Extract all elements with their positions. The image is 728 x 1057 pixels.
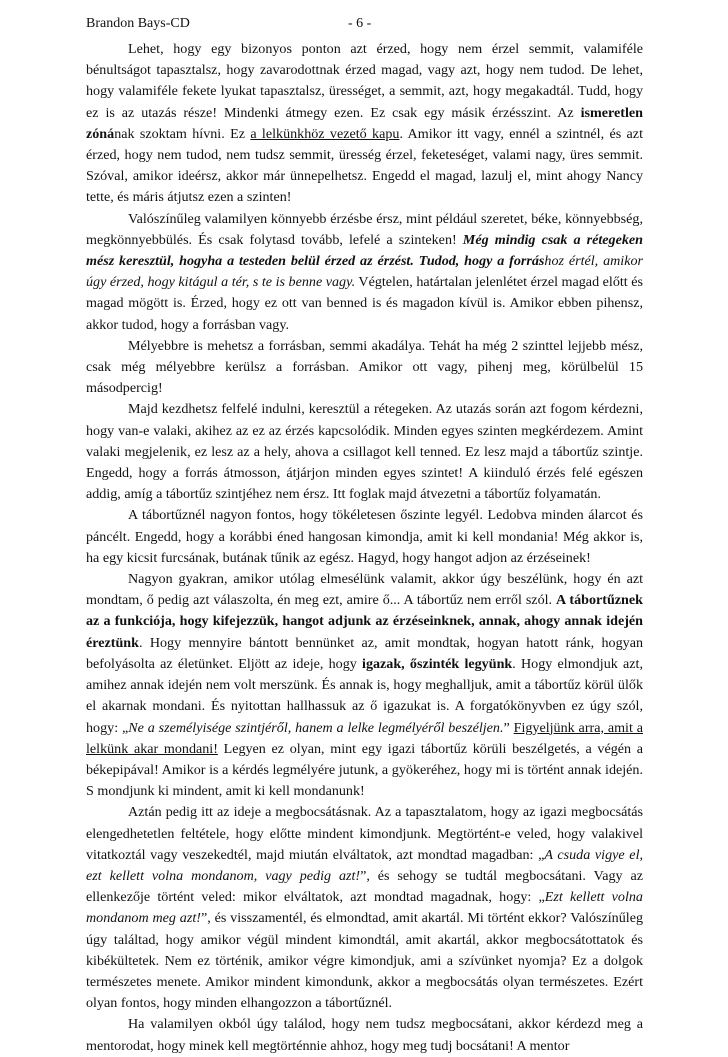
paragraph — [86, 336, 643, 400]
text-run: ”, és sehogy se tudtál megbocsátani. Vagy az ellenkezője történt veled: mikor elváltatok, azt mondtad magadnak, hogy: „ — [86, 867, 643, 906]
text-run: A tábortűznél nagyon fontos, hogy tökéletesen őszinte legyél. Ledobva minden álarcot és páncélt. Engedd, hogy a korábbi éned hangosan kimondja, amit ki kell mondania! Még akkor is, ha egy kicsit furcsának, butának tűnik az egész. Hagyd, hogy hangot adjon az érzéseinek! — [86, 507, 643, 566]
text-run: Végtelen, határtalan jelenlétet érzel magad előtt és magad mögött is. Érzed, hogy ez ott van benned is és magadon kívül is. Amikor ebben pihensz, akkor tudod, hogy a forrásban vagy. — [86, 274, 643, 333]
text-run: ”, és visszamentél, és elmondtad, amit akartál. Mi történt ekkor? Valószínűleg úgy találtad, hogy amikor végül mindent kimondtál, amit akartál, akkor megbocsátottatok és kibékültetek. Nem ez történik, amikor végre kimondjuk, ami a szívünket nyomja? Ez a dolgok természetes menete. Amikor mindent kimondunk, akkor a megbocsátás olyan természetes. Ezért olyan fontos, hogy minden elhangozzon a tábortűznél. — [86, 910, 643, 1012]
text-run: a lelkünkhöz vezető kapu — [250, 125, 400, 142]
text-run: Ha valamilyen okból úgy találod, hogy nem tudsz megbocsátani, akkor kérdezd meg a mentorodat, hogy minek kell megtörténnie ahhoz, hogy meg tudj bocsátani! A mentor — [86, 1016, 643, 1054]
text-run: Figyeljünk arra, amit a lelkünk akar mondani! — [86, 719, 643, 757]
page-header — [86, 16, 643, 38]
paragraph — [86, 802, 643, 1014]
text-run: Lehet, hogy egy bizonyos ponton azt érzed, hogy nem érzel semmit, valamiféle bénultságot tapasztalsz, hogy zavarodottnak érzed magad, vagy azt, hogy nem tudod. De lehet, hogy valamiféle fekete lyukat tapasztalsz, ürességet, a semmit, azt, hogy megakadtál. Tudd, hogy ez is az utazás része! Mindenki átmegy ezen. Ez csak egy másik érzésszint. Az — [86, 41, 643, 121]
header-author-title: Brandon Bays-CD — [86, 16, 190, 31]
paragraph — [86, 399, 643, 505]
paragraph — [86, 569, 643, 802]
text-run: ismeretlen zóná — [86, 104, 643, 142]
document-page — [86, 16, 643, 1057]
paragraph — [86, 39, 643, 209]
page-number: - 6 - — [348, 16, 372, 31]
text-run: Még mindig csak a rétegeken mész keresztül, hogyha a testeden belül érzed az érzést. Tudod, hogy a forrás — [86, 231, 644, 270]
text-run: Majd kezdhetsz felfelé indulni, keresztül a rétegeken. Az utazás során azt fogom kérdezni, hogy van-e valaki, akihez az ez az érzés kapcsolódik. Minden egyes szinten megkérdezem. Amint valaki megjelenik, ez lesz az a hely, ahova a csillagot kell tenned. Ez lesz majd a tábortűz szintje. Engedd, hogy a forrás átmosson, átjárjon minden egyes szintet! A kiinduló érzés felé egészen addig, amíg a tábortűz szintjéhez nem érsz. Itt foglak majd átvezetni a tábortűz folyamatán. — [86, 401, 643, 503]
text-run: Mélyebbre is mehetsz a forrásban, semmi akadálya. Tehát ha még 2 szinttel lejjebb mész, csak még mélyebbre kerülsz a forrásban. Amikor ott vagy, pihenj meg, körülbelül 15 másodpercig! — [86, 337, 643, 397]
text-run: Ne a személyisége szintjéről, hanem a lelke legmélyéről beszéljen. — [128, 719, 504, 736]
document-body — [86, 39, 643, 1057]
text-run: igazak, őszinték legyünk — [362, 655, 513, 672]
text-run: . Hogy elmondjuk azt, amihez annak idején nem volt merszünk. És annak is, hogy meghalljuk, amit a tábortűz körül ülők el akarnak mondani. És nyitottan hallhassuk az ő igazukat is. A forgatókönyvben ez úgy szól, hogy: „ — [86, 655, 643, 736]
text-run: hoz értél, amikor úgy érzed, hogy kitágul a tér, s te is benne vagy. — [86, 253, 643, 291]
text-run: . Hogy mennyire bántott bennünket az, amit mondtak, hogyan hatott ránk, hogyan befolyásolta az életünket. Eljött az ideje, hogy — [86, 634, 643, 672]
text-run: nak szoktam hívni. Ez — [114, 125, 251, 142]
paragraph — [86, 209, 643, 336]
text-run: Legyen ez olyan, mint egy igazi tábortűz körüli beszélgetés, a végén a békepipával! Amikor is a kérdés legmélyére jutunk, a gyökeréhez, hogy mi is történt annak idején. S mondjunk ki mindent, amit ki kell mondanunk! — [86, 740, 643, 800]
text-run: Aztán pedig itt az ideje a megbocsátásnak. Az a tapasztalatom, hogy az igazi megbocsátás elengedhetetlen feltétele, hogy előtte mindent kimondjunk. Megtörtént-e veled, hogy valakivel vitatkoztál vagy veszekedtél, majd miután elváltatok, azt mondtad magadban: „ — [86, 804, 643, 863]
text-run: Ezt kellett volna mondanom meg azt! — [86, 889, 643, 927]
text-run: ” — [503, 719, 514, 736]
text-run: Valószínűleg valamilyen könnyebb érzésbe érsz, mint például szeretet, béke, könnyebbség, megkönnyebbülés. És csak folytasd tovább, lefelé a szinteken! — [86, 210, 643, 248]
text-run: A tábortűznek az a funkciója, hogy kifejezzük, hangot adjunk az érzéseinknek, annak, ahogy annak idején éreztünk — [86, 592, 643, 651]
paragraph — [86, 1014, 643, 1056]
text-run: . Amikor itt vagy, ennél a szintnél, és azt érzed, hogy nem tudod, nem tudsz semmit, üresség érzel, feketeséget, valami nagy, üres semmit. Szóval, amikor ideérsz, akkor már ünnepelhetsz. Engedd el magad, lazulj el, mint ahogy Nancy tette, és máris átjutsz ezen a szinten! — [86, 125, 643, 206]
text-run: A csudа vigye el, ezt kellett volna mondanom, vagy pedig azt! — [86, 846, 644, 884]
text-run: Nagyon gyakran, amikor utólag elmesélünk valamit, akkor úgy beszélünk, hogy én azt mondtam, ő pedig azt válaszolta, én meg ezt, amire ő... A tábortűz nem erről szól. — [86, 571, 643, 609]
paragraph — [86, 505, 643, 569]
